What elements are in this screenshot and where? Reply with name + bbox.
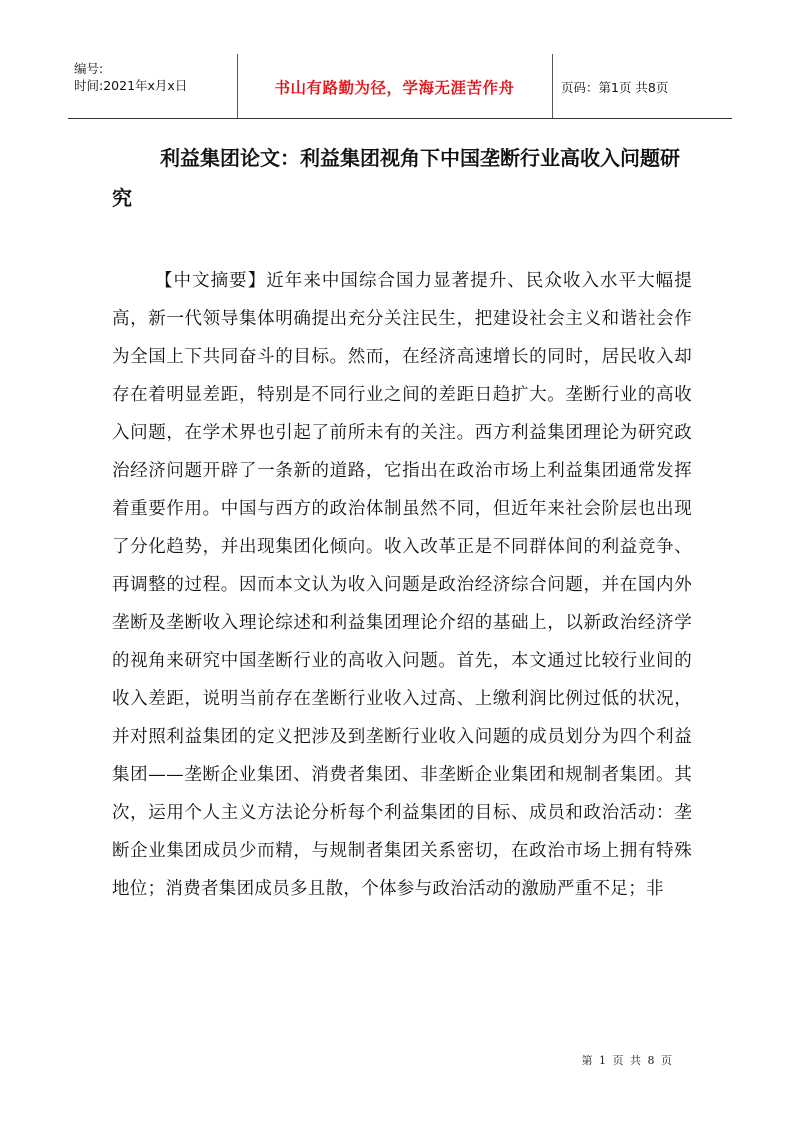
page-footer: 第 1 页 共 8 页 [581,1054,672,1067]
document-title: 利益集团论文：利益集团视角下中国垄断行业高收入问题研究 [112,146,680,210]
document-meta [74,60,187,94]
abstract-paragraph: 【中文摘要】近年来中国综合国力显著提升、民众收入水平大幅提高，新一代领导集体明确提出充分关注民生，把建设社会主义和谐社会作为全国上下共同奋斗的目标。然而，在经济高速增长的同时，居民收入却存在着明显差距，特别是不同行业之间的差距日趋扩大。垄断行业的高收入问题，在学术界也引起了前所未有的关注。西方利益集团理论为研究政治经济问题开辟了一条新的道路，它指出在政治市场上利益集团通常发挥着重要作用。中国与西方的政治体制虽然不同，但近年来社会阶层也出现了分化趋势，并出现集团化倾向。收入改革正是不同群体间的利益竞争、再调整的过程。因而本文认为收入问题是政治经济综合问题，并在国内外垄断及垄断收入理论综述和利益集团理论介绍的基础上，以新政治经济学的视角来研究中国垄断行业的高收入问题。首先，本文通过比较行业间的收入差距，说明当前存在垄断行业收入过高、上缴利润比例过低的状况，并对照利益集团的定义把涉及到垄断行业收入问题的成员划分为四个利益集团——垄断企业集团、消费者集团、非垄断企业集团和规制者集团。其次，运用个人主义方法论分析每个利益集团的目标、成员和政治活动：垄断企业集团成员少而精，与规制者集团关系密切，在政治市场上拥有特殊地位；消费者集团成员多且散，个体参与政治活动的激励严重不足；非 [112,271,692,899]
header-page-number: 页码：第1页 共8页 [561,80,669,95]
header-motto: 书山有路勤为径，学海无涯苦作舟 [274,78,515,97]
number-label: 编号: [74,61,104,76]
page-header [68,54,732,119]
header-divider [552,54,553,118]
time-label: 时间:2021年x月x日 [74,78,188,93]
